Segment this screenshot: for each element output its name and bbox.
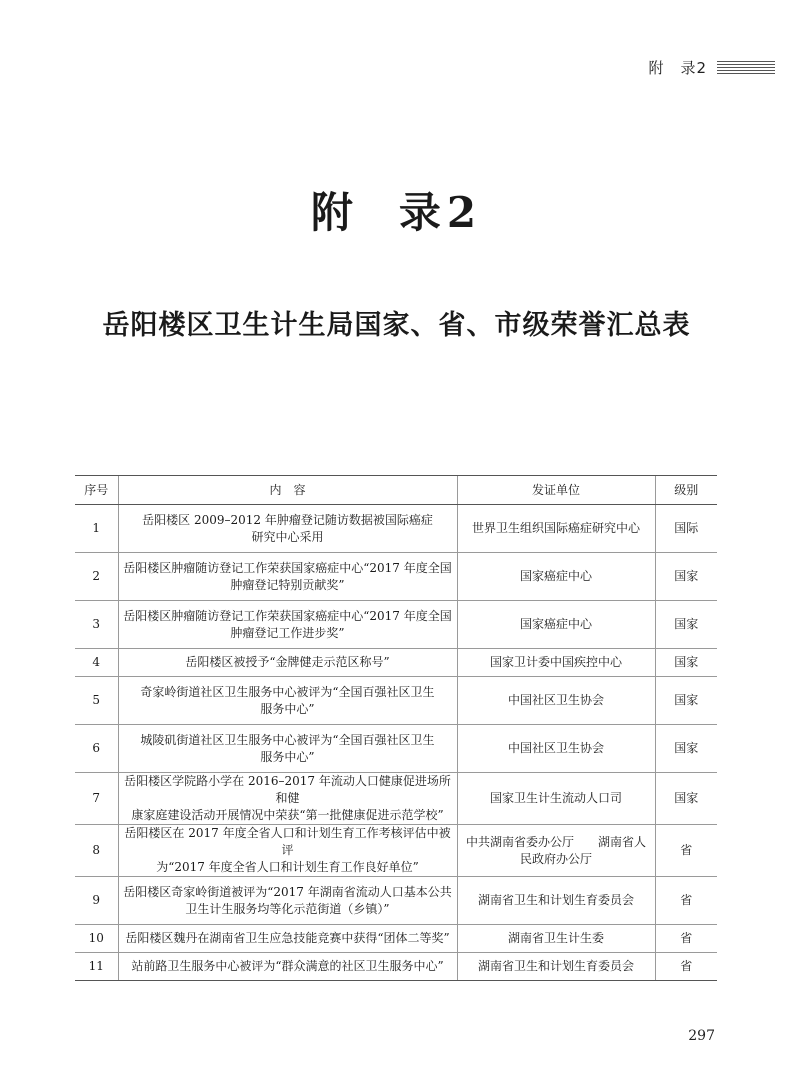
row-issuer: 湖南省卫生和计划生育委员会 (457, 953, 655, 981)
row-number: 2 (75, 553, 118, 601)
row-content: 岳阳楼区魏丹在湖南省卫生应急技能竞赛中获得“团体二等奖” (118, 925, 457, 953)
running-header-title: 附 录2 (648, 59, 707, 77)
row-level: 国家 (655, 725, 717, 773)
row-level: 省 (655, 953, 717, 981)
row-issuer: 中共湖南省委办公厅 湖南省人 民政府办公厅 (457, 825, 655, 877)
row-content: 岳阳楼区 2009–2012 年肿瘤登记随访数据被国际癌症 研究中心采用 (118, 505, 457, 553)
row-issuer: 中国社区卫生协会 (457, 725, 655, 773)
table-row (75, 925, 717, 953)
row-content: 站前路卫生服务中心被评为“群众满意的社区卫生服务中心” (118, 953, 457, 981)
row-number: 10 (75, 925, 118, 953)
row-number: 3 (75, 601, 118, 649)
honors-table (75, 475, 717, 981)
table-header-row (75, 476, 717, 505)
row-number: 6 (75, 725, 118, 773)
table-row (75, 553, 717, 601)
row-level: 国际 (655, 505, 717, 553)
row-level: 国家 (655, 677, 717, 725)
table-title: 岳阳楼区卫生计生局国家、省、市级荣誉汇总表 (102, 310, 691, 341)
row-number: 4 (75, 649, 118, 677)
row-issuer: 湖南省卫生和计划生育委员会 (457, 877, 655, 925)
row-level: 省 (655, 877, 717, 925)
row-level: 国家 (655, 553, 717, 601)
row-number: 9 (75, 877, 118, 925)
table-row (75, 649, 717, 677)
table-row (75, 505, 717, 553)
header-content: 内 容 (118, 476, 457, 505)
appendix-title (0, 180, 793, 240)
row-number: 1 (75, 505, 118, 553)
row-content: 奇家岭街道社区卫生服务中心被评为“全国百强社区卫生 服务中心” (118, 677, 457, 725)
row-issuer: 国家癌症中心 (457, 601, 655, 649)
row-issuer: 国家癌症中心 (457, 553, 655, 601)
running-header (648, 57, 775, 78)
table-row (75, 601, 717, 649)
row-issuer: 湖南省卫生计生委 (457, 925, 655, 953)
row-level: 国家 (655, 773, 717, 825)
table-row (75, 877, 717, 925)
row-issuer: 中国社区卫生协会 (457, 677, 655, 725)
table-row (75, 725, 717, 773)
row-level: 国家 (655, 649, 717, 677)
row-content: 岳阳楼区肿瘤随访登记工作荣获国家癌症中心“2017 年度全国 肿瘤登记工作进步奖” (118, 601, 457, 649)
page-number: 297 (688, 1028, 715, 1044)
row-content: 岳阳楼区肿瘤随访登记工作荣获国家癌症中心“2017 年度全国 肿瘤登记特别贡献奖” (118, 553, 457, 601)
row-number: 5 (75, 677, 118, 725)
row-level: 国家 (655, 601, 717, 649)
appendix-title-right: 录2 (398, 188, 483, 237)
table-row (75, 825, 717, 877)
header-rule-lines (717, 61, 775, 74)
row-issuer: 世界卫生组织国际癌症研究中心 (457, 505, 655, 553)
row-number: 7 (75, 773, 118, 825)
appendix-title-left: 附 (310, 188, 359, 237)
row-number: 11 (75, 953, 118, 981)
row-level: 省 (655, 825, 717, 877)
table-row (75, 953, 717, 981)
row-content: 岳阳楼区奇家岭街道被评为“2017 年湖南省流动人口基本公共 卫生计生服务均等化示范街道（乡镇）” (118, 877, 457, 925)
row-content: 城陵矶街道社区卫生服务中心被评为“全国百强社区卫生 服务中心” (118, 725, 457, 773)
row-issuer: 国家卫生计生流动人口司 (457, 773, 655, 825)
row-number: 8 (75, 825, 118, 877)
table-row (75, 677, 717, 725)
table-row (75, 773, 717, 825)
row-level: 省 (655, 925, 717, 953)
header-level: 级别 (655, 476, 717, 505)
row-content: 岳阳楼区在 2017 年度全省人口和计划生育工作考核评估中被评 为“2017 年度全省人口和计划生育工作良好单位” (118, 825, 457, 877)
header-number: 序号 (75, 476, 118, 505)
row-content: 岳阳楼区学院路小学在 2016–2017 年流动人口健康促进场所和健 康家庭建设活动开展情况中荣获“第一批健康促进示范学校” (118, 773, 457, 825)
row-issuer: 国家卫计委中国疾控中心 (457, 649, 655, 677)
header-issuer: 发证单位 (457, 476, 655, 505)
row-content: 岳阳楼区被授予“金牌健走示范区称号” (118, 649, 457, 677)
